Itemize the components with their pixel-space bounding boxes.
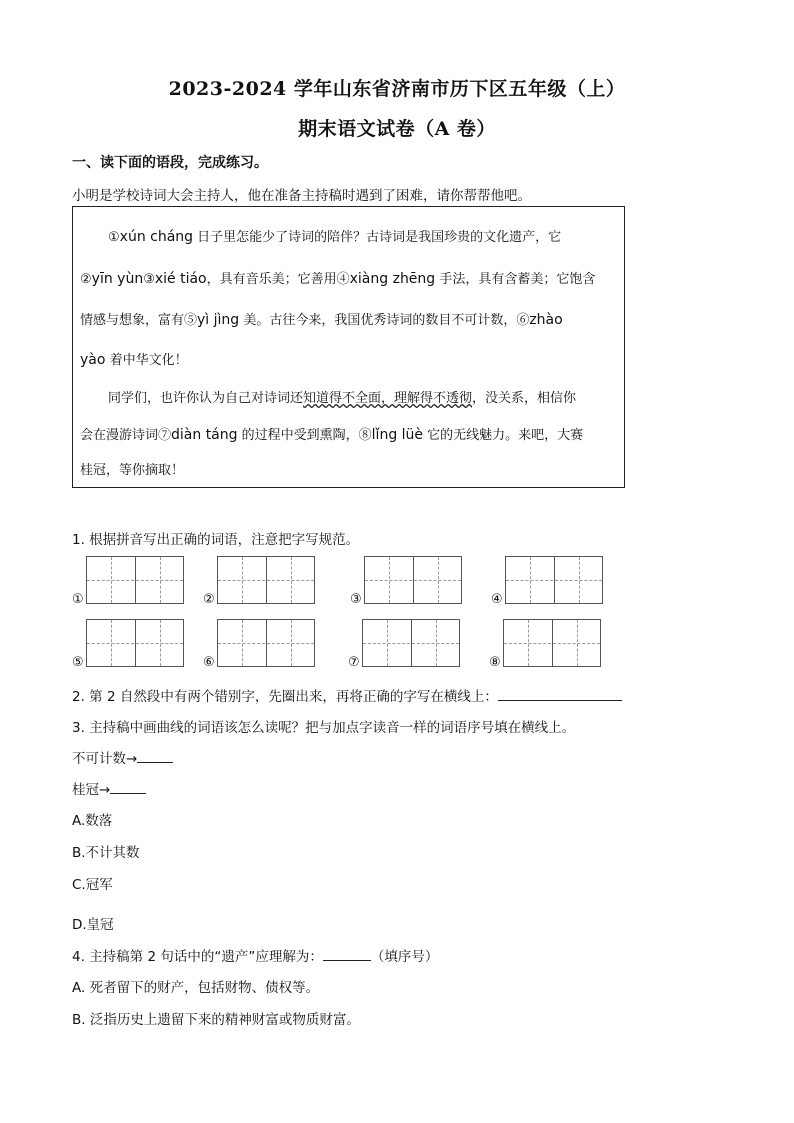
grid-label-6: ⑥ — [203, 655, 215, 670]
grid-label-1: ① — [72, 592, 84, 607]
page-title: 2023-2024 学年山东省济南市历下区五年级（上） — [168, 78, 626, 100]
q4-option-b: B. 泛指历史上遗留下来的精神财富或物质财富。 — [72, 1012, 360, 1028]
question-2: 2. 第 2 自然段中有两个错别字，先圈出来，再将正确的字写在横线上： — [72, 685, 622, 705]
passage-line-1: ①xún cháng 日子里怎能少了诗词的陪伴？古诗词是我国珍贵的文化遗产，它 — [108, 229, 562, 245]
writing-grid-3[interactable] — [364, 556, 462, 604]
question-4: 4. 主持稿第 2 句话中的“遗产”应理解为： （填序号） — [72, 945, 438, 965]
section-heading: 一、读下面的语段，完成练习。 — [72, 155, 268, 171]
q3-item-2: 桂冠→ — [72, 778, 146, 798]
q3-option-b: B.不计其数 — [72, 845, 140, 861]
grid-label-3: ③ — [350, 592, 362, 607]
grid-label-4: ④ — [491, 592, 503, 607]
q4-option-a: A. 死者留下的财产，包括财物、债权等。 — [72, 980, 320, 996]
answer-blank-q3-1[interactable] — [137, 748, 173, 763]
passage-line-5: 同学们，也许你认为自己对诗词还知道得不全面，理解得不透彻，没关系，相信你 — [108, 391, 577, 406]
writing-grid-2[interactable] — [217, 556, 315, 604]
writing-grid-1[interactable] — [86, 556, 184, 604]
q3-option-c: C.冠军 — [72, 877, 113, 893]
writing-grid-5[interactable] — [86, 619, 184, 667]
passage-line-2: ②yīn yùn③xié tiáo，具有音乐美；它善用④xiàng zhēng 手法，具有含蓄美；它饱含 — [80, 271, 596, 287]
writing-grid-8[interactable] — [503, 619, 601, 667]
q3-option-a: A.数落 — [72, 813, 113, 829]
writing-grid-7[interactable] — [362, 619, 460, 667]
answer-blank-q3-2[interactable] — [110, 779, 146, 794]
q3-item-1: 不可计数→ — [72, 747, 173, 767]
q3-option-d: D.皇冠 — [72, 917, 114, 933]
passage-line-6: 会在漫游诗词⑦diàn táng 的过程中受到熏陶，⑧lǐng lüè 它的无线魅力。来吧，大赛 — [80, 427, 584, 443]
passage-line-4: yào 着中华文化！ — [80, 352, 188, 368]
passage-line-7: 桂冠，等你摘取！ — [80, 463, 185, 478]
page-subtitle: 期末语文试卷（A 卷） — [298, 118, 496, 140]
writing-grid-6[interactable] — [217, 619, 315, 667]
passage-box — [72, 206, 625, 488]
grid-label-2: ② — [203, 592, 215, 607]
section-intro: 小明是学校诗词大会主持人，他在准备主持稿时遇到了困难，请你帮帮他吧。 — [72, 188, 531, 204]
grid-label-7: ⑦ — [348, 655, 360, 670]
answer-blank-q4[interactable] — [323, 946, 371, 961]
grid-label-5: ⑤ — [72, 655, 84, 670]
writing-grid-4[interactable] — [505, 556, 603, 604]
wavy-underlined-phrase: 知道得不全面，理解得不透彻 — [303, 391, 473, 406]
question-3: 3. 主持稿中画曲线的词语该怎么读呢？把与加点字读音一样的词语序号填在横线上。 — [72, 720, 576, 736]
grid-label-8: ⑧ — [489, 655, 501, 670]
passage-line-3: 情感与想象，富有⑤yì jìng 美。古往今来，我国优秀诗词的数目不可计数，⑥zhào — [80, 312, 563, 328]
answer-blank-q2[interactable] — [498, 686, 622, 701]
question-1: 1. 根据拼音写出正确的词语，注意把字写规范。 — [72, 532, 360, 548]
